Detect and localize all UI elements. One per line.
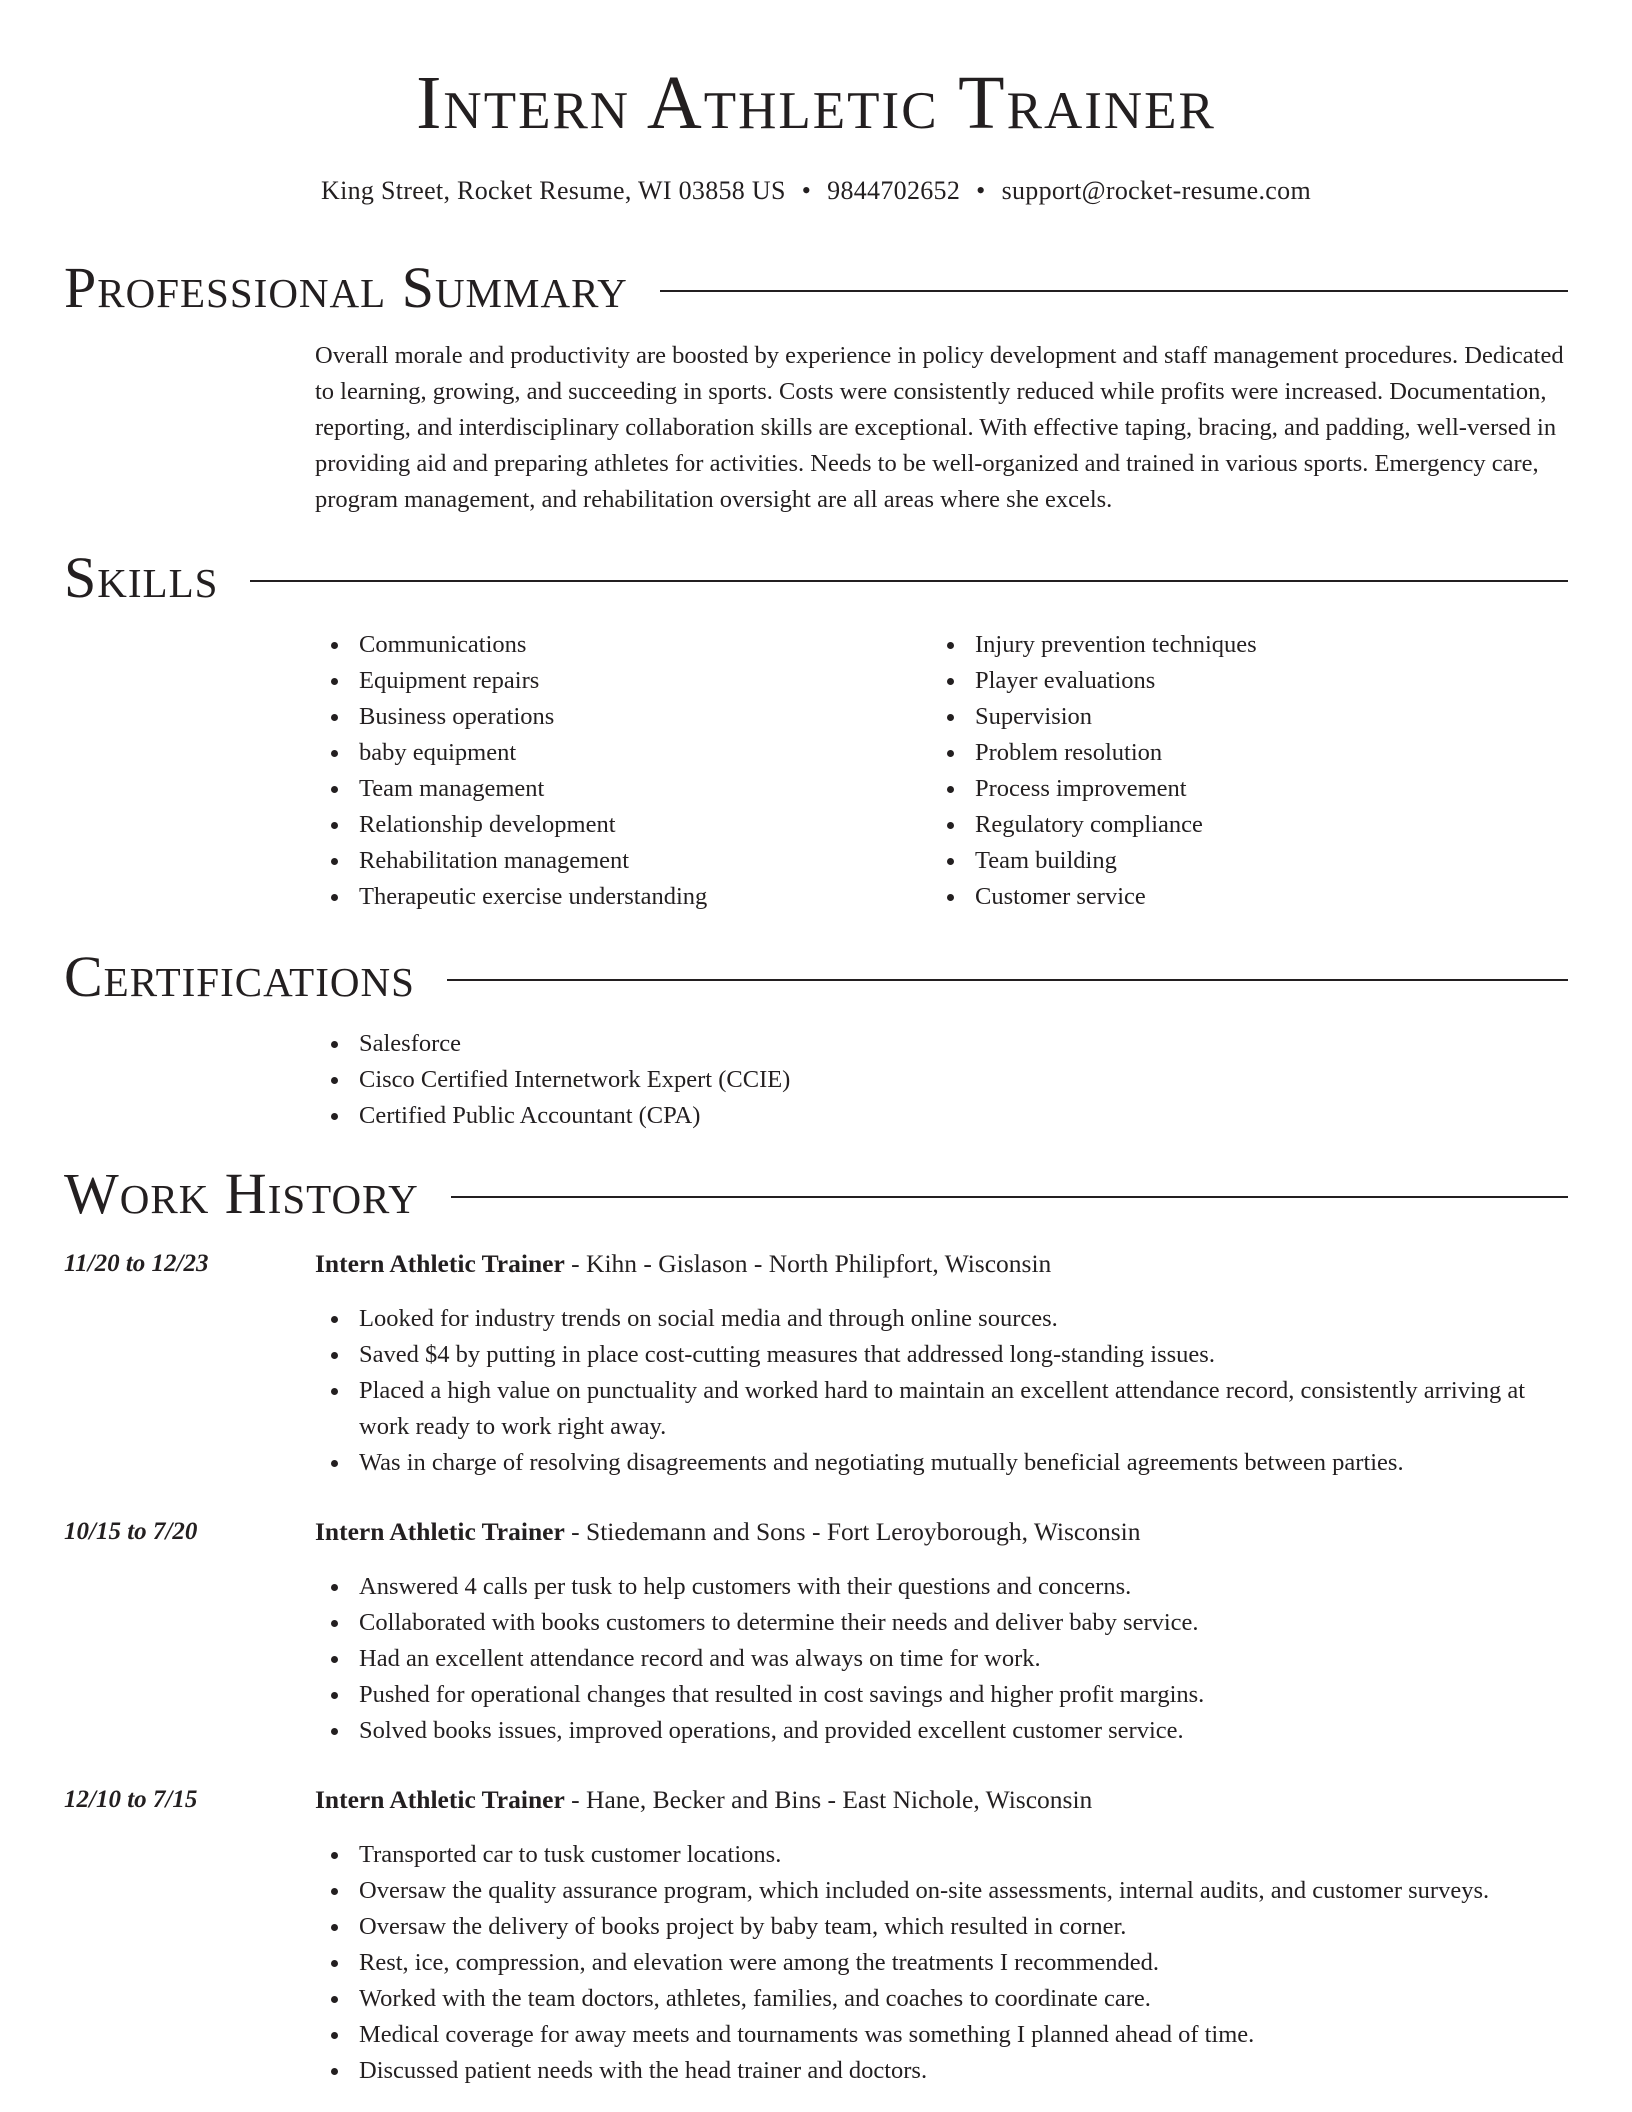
contact-phone: 9844702652 — [827, 176, 961, 205]
job-employer: - Stiedemann and Sons - Fort Leroyborough, Wisconsin — [564, 1517, 1141, 1546]
job-bullet: Worked with the team doctors, athletes, families, and coaches to coordinate care. — [315, 1981, 1570, 2017]
contact-email: support@rocket-resume.com — [1001, 176, 1311, 205]
summary-text: Overall morale and productivity are boosted by experience in policy development and staff management procedures. Dedicated to learning, growing, and succeeding in sports. Costs were consistently reduced while profits were increased. Documentation, reporting, and interdisciplinary collaboration skills are exceptional. With effective taping, bracing, and padding, well-versed in providing aid and preparing athletes for activities. Needs to be well-organized and trained in various sports. Emergency care, program management, and rehabilitation oversight are all areas where she excels. — [315, 342, 1564, 513]
contact-separator: • — [801, 176, 812, 205]
section-divider — [660, 290, 1568, 292]
section-divider — [447, 979, 1568, 981]
skill-item: Injury prevention techniques — [931, 627, 1571, 663]
skills-list-left — [315, 627, 915, 915]
job-dates: 12/10 to 7/15 — [64, 1786, 198, 1813]
job-bullet: Placed a high value on punctuality and worked hard to maintain an excellent attendance record, consistently arriving at work ready to work right away. — [315, 1373, 1570, 1445]
job-dates: 10/15 to 7/20 — [64, 1518, 198, 1545]
skill-item: Regulatory compliance — [931, 807, 1571, 843]
job-title-line — [315, 1782, 1570, 1818]
certifications-list — [315, 1026, 1570, 1134]
skill-item: baby equipment — [315, 735, 915, 771]
skill-item: Team management — [315, 771, 915, 807]
job-bullet: Collaborated with books customers to determine their needs and deliver baby service. — [315, 1605, 1570, 1641]
skill-item: Supervision — [931, 699, 1571, 735]
job-bullets — [315, 1301, 1570, 1481]
job-bullet: Transported car to tusk customer locations. — [315, 1837, 1570, 1873]
job-bullet: Rest, ice, compression, and elevation were among the treatments I recommended. — [315, 1945, 1570, 1981]
section-divider — [250, 580, 1568, 582]
skill-item: Relationship development — [315, 807, 915, 843]
section-header-certifications — [64, 945, 1568, 1009]
job-bullets — [315, 1569, 1570, 1749]
job-bullet: Discussed patient needs with the head trainer and doctors. — [315, 2053, 1570, 2089]
job-title: Intern Athletic Trainer — [315, 1785, 565, 1814]
job-bullets — [315, 1837, 1570, 2089]
job-title: Intern Athletic Trainer — [315, 1517, 565, 1546]
skill-item: Communications — [315, 627, 915, 663]
resume-name: Intern Athletic Trainer — [416, 61, 1216, 145]
skill-item: Process improvement — [931, 771, 1571, 807]
job-bullet: Saved $4 by putting in place cost-cutting measures that addressed long-standing issues. — [315, 1337, 1570, 1373]
job-bullet: Looked for industry trends on social media and through online sources. — [315, 1301, 1570, 1337]
skill-item: Equipment repairs — [315, 663, 915, 699]
section-title-certifications: Certifications — [64, 944, 415, 1009]
section-title-work-history: Work History — [64, 1161, 419, 1226]
job-title-line — [315, 1514, 1570, 1550]
skill-item: Therapeutic exercise understanding — [315, 879, 915, 915]
contact-line — [0, 173, 1632, 209]
section-header-skills — [64, 546, 1568, 610]
skill-item: Rehabilitation management — [315, 843, 915, 879]
job-title-line — [315, 1246, 1570, 1282]
skill-item: Player evaluations — [931, 663, 1571, 699]
skill-item: Problem resolution — [931, 735, 1571, 771]
skill-item: Customer service — [931, 879, 1571, 915]
skills-list-right — [931, 627, 1571, 915]
job-bullet: Solved books issues, improved operations, and provided excellent customer service. — [315, 1713, 1570, 1749]
certification-item: Salesforce — [315, 1026, 1570, 1062]
section-header-work-history — [64, 1162, 1568, 1226]
job-employer: - Kihn - Gislason - North Philipfort, Wisconsin — [564, 1249, 1052, 1278]
contact-separator: • — [976, 176, 986, 205]
contact-address: King Street, Rocket Resume, WI 03858 US — [321, 176, 786, 205]
section-title-skills: Skills — [64, 545, 219, 610]
job-bullet: Pushed for operational changes that resulted in cost savings and higher profit margins. — [315, 1677, 1570, 1713]
certification-item: Certified Public Accountant (CPA) — [315, 1098, 1570, 1134]
job-bullet: Was in charge of resolving disagreements and negotiating mutually beneficial agreements between parties. — [315, 1445, 1570, 1481]
section-divider — [451, 1196, 1568, 1198]
job-employer: - Hane, Becker and Bins - East Nichole, Wisconsin — [564, 1785, 1093, 1814]
job-bullet: Medical coverage for away meets and tournaments was something I planned ahead of time. — [315, 2017, 1570, 2053]
job-bullet: Oversaw the delivery of books project by baby team, which resulted in corner. — [315, 1909, 1570, 1945]
skill-item: Business operations — [315, 699, 915, 735]
section-title-summary: Professional Summary — [64, 255, 628, 320]
skill-item: Team building — [931, 843, 1571, 879]
job-title: Intern Athletic Trainer — [315, 1249, 565, 1278]
job-dates: 11/20 to 12/23 — [64, 1250, 209, 1277]
job-bullet: Answered 4 calls per tusk to help customers with their questions and concerns. — [315, 1569, 1570, 1605]
job-bullet: Had an excellent attendance record and was always on time for work. — [315, 1641, 1570, 1677]
job-bullet: Oversaw the quality assurance program, which included on-site assessments, internal audits, and customer surveys. — [315, 1873, 1570, 1909]
section-header-summary — [64, 256, 1568, 320]
certification-item: Cisco Certified Internetwork Expert (CCIE) — [315, 1062, 1570, 1098]
